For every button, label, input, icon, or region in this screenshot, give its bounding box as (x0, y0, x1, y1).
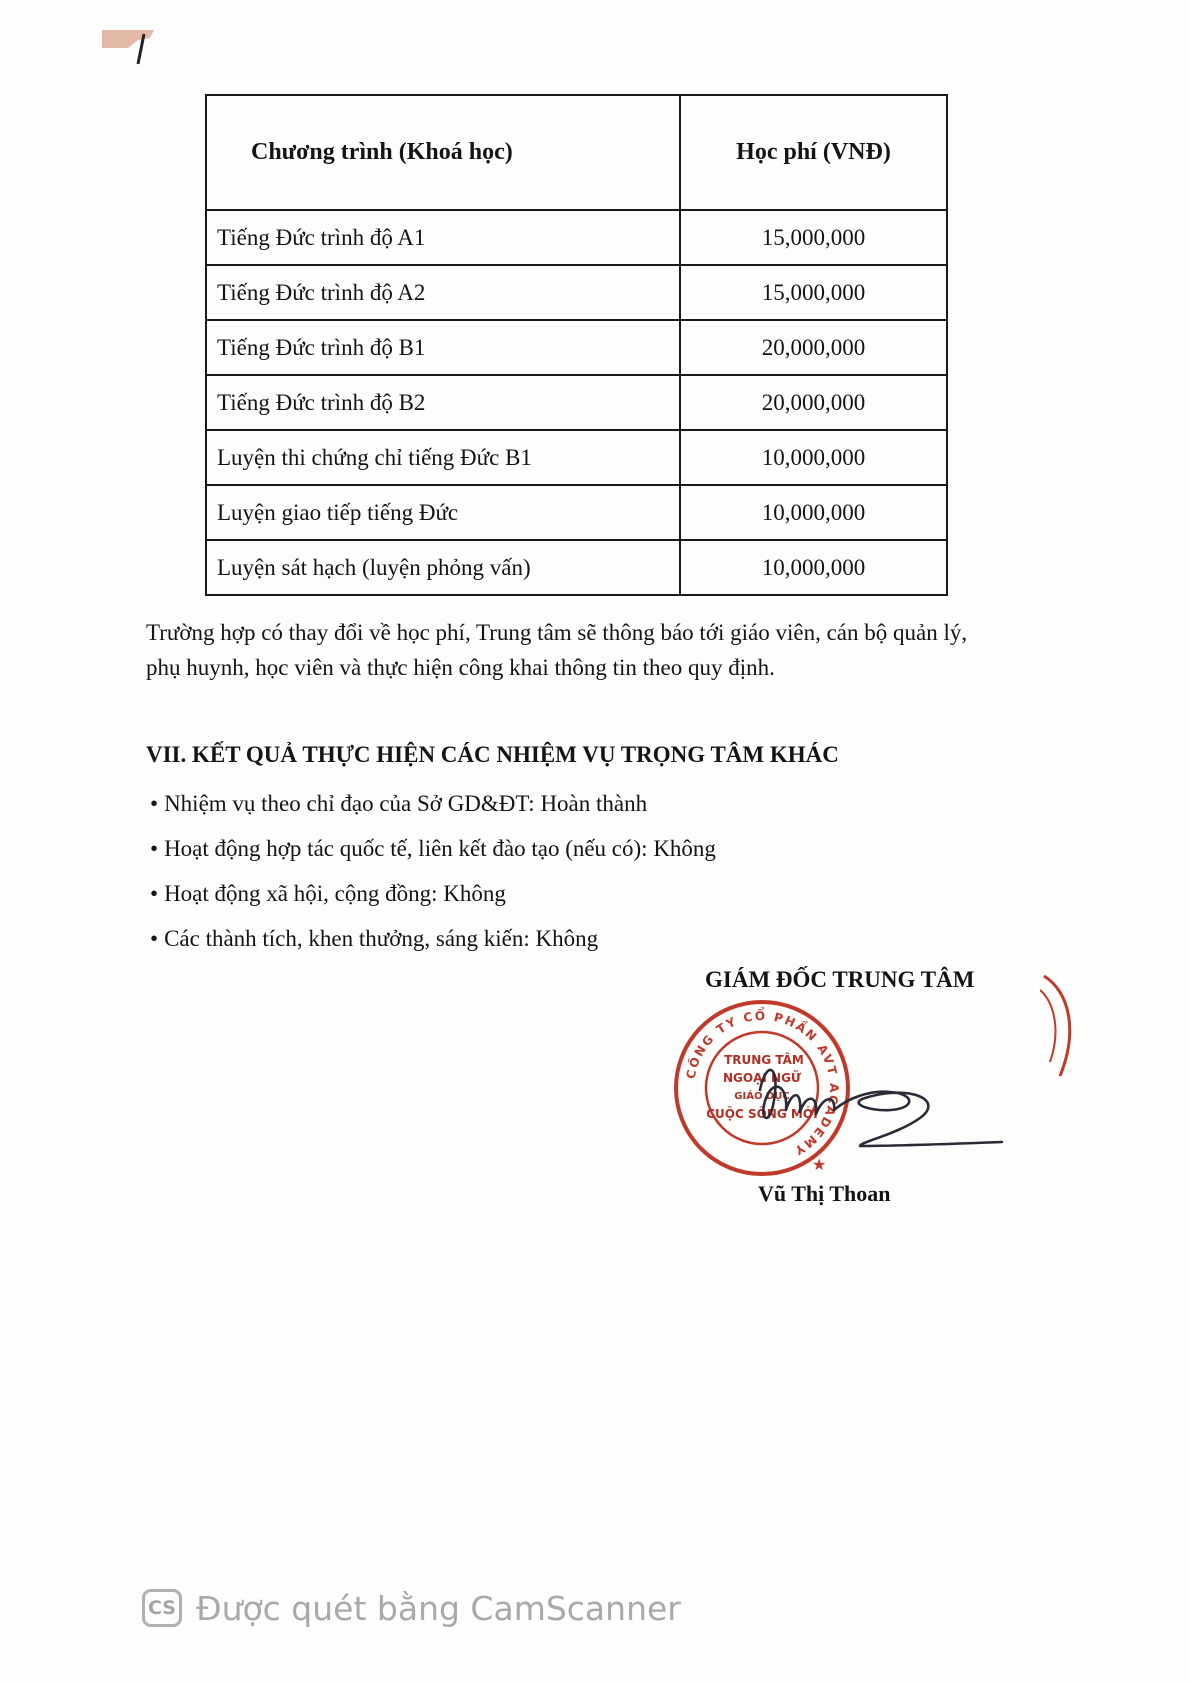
camscanner-watermark (142, 1586, 681, 1630)
camscanner-logo-icon: CS (142, 1589, 182, 1627)
fee-cell: 20,000,000 (680, 375, 947, 430)
svg-text:CUỘC SỐNG MỚI: CUỘC SỐNG MỚI (706, 1107, 818, 1121)
list-item-text: Hoạt động xã hội, cộng đồng: Không (164, 881, 506, 906)
table-row (206, 265, 947, 320)
program-cell: Luyện thi chứng chỉ tiếng Đức B1 (206, 430, 680, 485)
signatory-title: GIÁM ĐỐC TRUNG TÂM (705, 967, 975, 992)
table-row (206, 540, 947, 595)
task-list (150, 785, 716, 965)
fee-cell: 20,000,000 (680, 320, 947, 375)
program-cell: Tiếng Đức trình độ A1 (206, 210, 680, 265)
list-item-text: Nhiệm vụ theo chỉ đạo của Sở GD&ĐT: Hoàn thành (164, 791, 648, 816)
header-program: Chương trình (Khoá học) (206, 95, 680, 210)
svg-text:GIÁO DỤC: GIÁO DỤC (734, 1091, 790, 1102)
bullet-icon: • (150, 926, 159, 951)
bullet-icon: • (150, 791, 159, 816)
table-header-row (206, 95, 947, 210)
partial-seal-icon (1040, 972, 1080, 1082)
fee-cell: 10,000,000 (680, 430, 947, 485)
svg-text:★: ★ (812, 1155, 827, 1174)
list-item (150, 875, 716, 920)
watermark-text: Được quét bằng CamScanner (196, 1588, 681, 1628)
signature-icon (740, 1050, 1010, 1160)
fee-cell: 15,000,000 (680, 265, 947, 320)
program-cell: Tiếng Đức trình độ A2 (206, 265, 680, 320)
program-cell: Luyện giao tiếp tiếng Đức (206, 485, 680, 540)
program-cell: Tiếng Đức trình độ B2 (206, 375, 680, 430)
list-item (150, 830, 716, 875)
program-cell: Luyện sát hạch (luyện phỏng vấn) (206, 540, 680, 595)
fee-cell: 15,000,000 (680, 210, 947, 265)
bullet-icon: • (150, 881, 159, 906)
table-row (206, 375, 947, 430)
svg-text:NGOẠI NGỮ: NGOẠI NGỮ (723, 1071, 801, 1085)
fee-cell: 10,000,000 (680, 485, 947, 540)
list-item (150, 920, 716, 965)
program-cell: Tiếng Đức trình độ B1 (206, 320, 680, 375)
tuition-table (205, 94, 948, 596)
list-item-text: Các thành tích, khen thưởng, sáng kiến: Không (164, 926, 599, 951)
fee-change-note (146, 615, 1046, 685)
svg-text:TRUNG TÂM: TRUNG TÂM (724, 1053, 804, 1067)
table-row (206, 210, 947, 265)
list-item-text: Hoạt động hợp tác quốc tế, liên kết đào tạo (nếu có): Không (164, 836, 716, 861)
list-item (150, 785, 716, 830)
table-row (206, 320, 947, 375)
bullet-icon: • (150, 836, 159, 861)
svg-text:CÔNG TY CỔ PHẦN AVT ACADEMY: CÔNG TY CỔ PHẦN AVT ACADEMY (683, 1008, 842, 1159)
header-fee: Học phí (VNĐ) (680, 95, 947, 210)
section-heading: VII. KẾT QUẢ THỰC HIỆN CÁC NHIỆM VỤ TRỌNG TÂM KHÁC (146, 742, 839, 767)
note-line-2: phụ huynh, học viên và thực hiện công khai thông tin theo quy định. (146, 655, 775, 680)
table-row (206, 485, 947, 540)
table-row (206, 430, 947, 485)
signatory-name: Vũ Thị Thoan (758, 1181, 891, 1206)
fee-cell: 10,000,000 (680, 540, 947, 595)
note-line-1: Trường hợp có thay đổi về học phí, Trung tâm sẽ thông báo tới giáo viên, cán bộ quản lý, (146, 620, 968, 645)
corner-mark (102, 30, 162, 70)
